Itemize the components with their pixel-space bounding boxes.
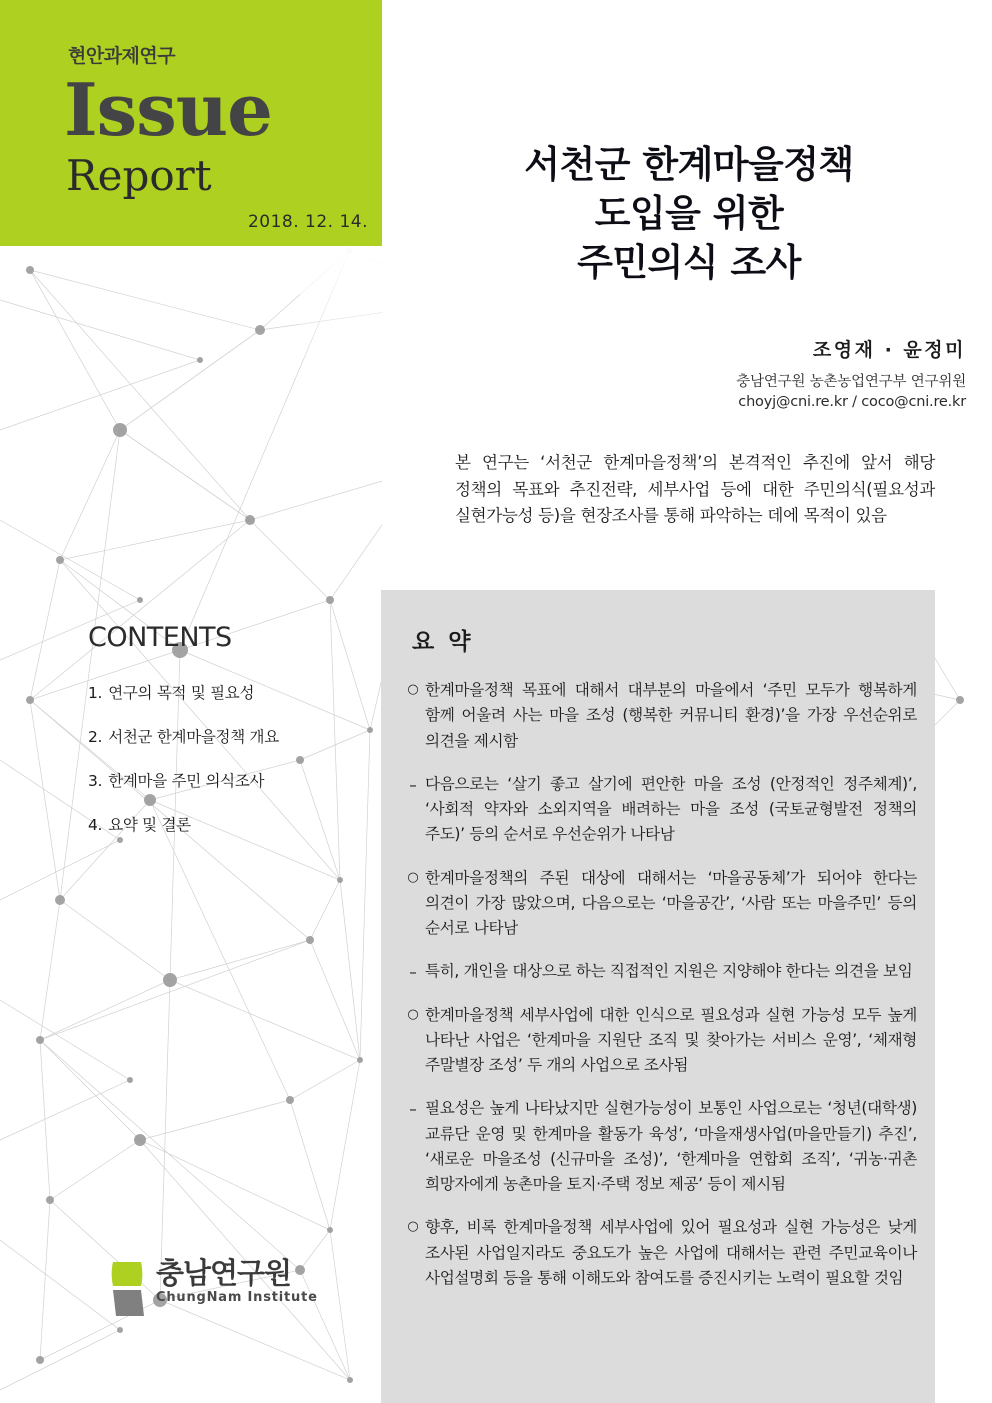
summary-bullet-2-text: 다음으로는 ‘살기 좋고 살기에 편안한 마을 조성 (안정적인 정주체계)’, ‘사회적 약자와 소외지역을 배려하는 마을 조성 (국토균형발전 정책의 주도)’ 등의 순서로 우선순위가 나타남 <box>425 774 917 844</box>
summary-bullet-7-marker: ○ <box>407 1219 419 1235</box>
summary-bullet-4-text: 특히, 개인을 대상으로 하는 직접적인 지원은 지양해야 한다는 의견을 보임 <box>425 962 913 981</box>
summary-bullet-5-text: 한계마을정책 세부사업에 대한 인식으로 필요성과 실현 가능성 모두 높게 나타난 사업은 ‘한계마을 지원단 조직 및 찾아가는 서비스 운영’, ‘체재형 주말별장 조성’ 두 개의 사업으로 조사됨 <box>425 1005 917 1075</box>
summary-bullet-6 <box>401 1096 917 1197</box>
masthead-issue-wordmark: Issue <box>64 67 272 152</box>
contents-item-4-number: 4. <box>88 816 103 834</box>
masthead-report-wordmark: Report <box>66 151 212 200</box>
contents-item-4[interactable] <box>88 813 368 835</box>
contents-item-1-label: 연구의 목적 및 필요성 <box>108 684 255 702</box>
contents-item-1-number: 1. <box>88 684 103 702</box>
summary-bullet-3-marker: ○ <box>407 869 419 885</box>
summary-bullet-4-marker: – <box>409 963 417 982</box>
summary-bullet-2 <box>401 772 917 848</box>
contents-item-3[interactable] <box>88 769 368 791</box>
summary-heading: 요 약 <box>412 629 474 655</box>
summary-bullet-1 <box>401 678 917 754</box>
logo-text-wrap <box>156 1258 318 1305</box>
page-title-line-3: 주민의식 조사 <box>577 241 801 285</box>
summary-bullet-2-marker: – <box>409 775 417 794</box>
masthead-banner <box>0 0 382 246</box>
author-block <box>400 335 966 410</box>
contents-item-2-number: 2. <box>88 728 103 746</box>
summary-bullet-3-text: 한계마을정책의 주된 대상에 대해서는 ‘마을공동체’가 되어야 한다는 의견이 가장 많았으며, 다음으로는 ‘마을공간’, ‘사람 또는 마을주민’ 등의 순서로 나타남 <box>425 868 917 937</box>
contents-item-4-label: 요약 및 결론 <box>108 816 191 834</box>
publication-date: 2018. 12. 14. <box>247 212 368 232</box>
contents-item-3-number: 3. <box>88 772 103 790</box>
summary-bullet-4 <box>401 959 917 984</box>
summary-bullet-5-marker: ○ <box>407 1006 419 1022</box>
summary-bullet-6-marker: – <box>409 1100 417 1119</box>
summary-list <box>401 678 917 1309</box>
page-title-line-2: 도입을 위한 <box>594 192 784 236</box>
abstract-paragraph: 본 연구는 ‘서천군 한계마을정책’의 본격적인 추진에 앞서 해당 정책의 목표와 추진전략, 세부사업 등에 대한 주민의식(필요성과 실현가능성 등)을 현장조사를 통해 파악하는 데에 목적이 있음 <box>455 453 935 526</box>
contents-heading: CONTENTS <box>88 622 232 653</box>
author-names: 조영재 · 윤정미 <box>812 339 966 361</box>
summary-bullet-6-text: 필요성은 높게 나타났지만 실현가능성이 보통인 사업으로는 ‘청년(대학생) 교류단 운영 및 한계마을 활동가 육성’, ‘마을재생사업(마을만들기) 추진’, ‘새로운 마을조성 (신규마을 조성)’, ‘한계마을 연합회 조직’, ‘귀농·귀촌 희망자에게 농촌마을 토지·주택 정보 제공’ 등이 제시됨 <box>425 1099 917 1194</box>
chungnam-logo-mark <box>108 1260 148 1322</box>
summary-bullet-1-text: 한계마을정책 목표에 대해서 대부분의 마을에서 ‘주민 모두가 행복하게 함께 어울려 사는 마을 조성 (행복한 커뮤니티 환경)’을 가장 우선순위로 의견을 제시함 <box>425 681 917 750</box>
author-emails: choyj@cni.re.kr / coco@cni.re.kr <box>738 394 966 410</box>
background-fade-mask <box>300 246 410 366</box>
page-title-line-1: 서천군 한계마을정책 <box>524 143 854 186</box>
summary-bullet-7-text: 향후, 비록 한계마을정책 세부사업에 있어 필요성과 실현 가능성은 낮게 조사된 사업일지라도 중요도가 높은 사업에 대해서는 관련 주민교육이나 사업설명회 등을 통해 이해도와 참여도를 증진시키는 노력이 필요할 것임 <box>425 1218 917 1287</box>
masthead-kicker: 현안과제연구 <box>68 45 176 67</box>
summary-bullet-7 <box>401 1215 917 1291</box>
contents-item-3-label: 한계마을 주민 의식조사 <box>108 772 265 790</box>
contents-item-2[interactable] <box>88 725 368 747</box>
contents-item-1[interactable] <box>88 681 368 703</box>
contents-item-2-label: 서천군 한계마을정책 개요 <box>108 728 279 746</box>
summary-bullet-5 <box>401 1003 917 1079</box>
summary-bullet-1-marker: ○ <box>407 682 419 697</box>
summary-bullet-3 <box>401 866 917 942</box>
logo-english-name: ChungNam Institute <box>156 1290 318 1306</box>
summary-panel <box>381 590 935 1403</box>
logo-korean-name: 충남연구원 <box>156 1256 292 1290</box>
author-affiliation: 충남연구원 농촌농업연구부 연구위원 <box>736 374 966 390</box>
contents-block <box>88 622 368 857</box>
page-title <box>400 140 978 288</box>
